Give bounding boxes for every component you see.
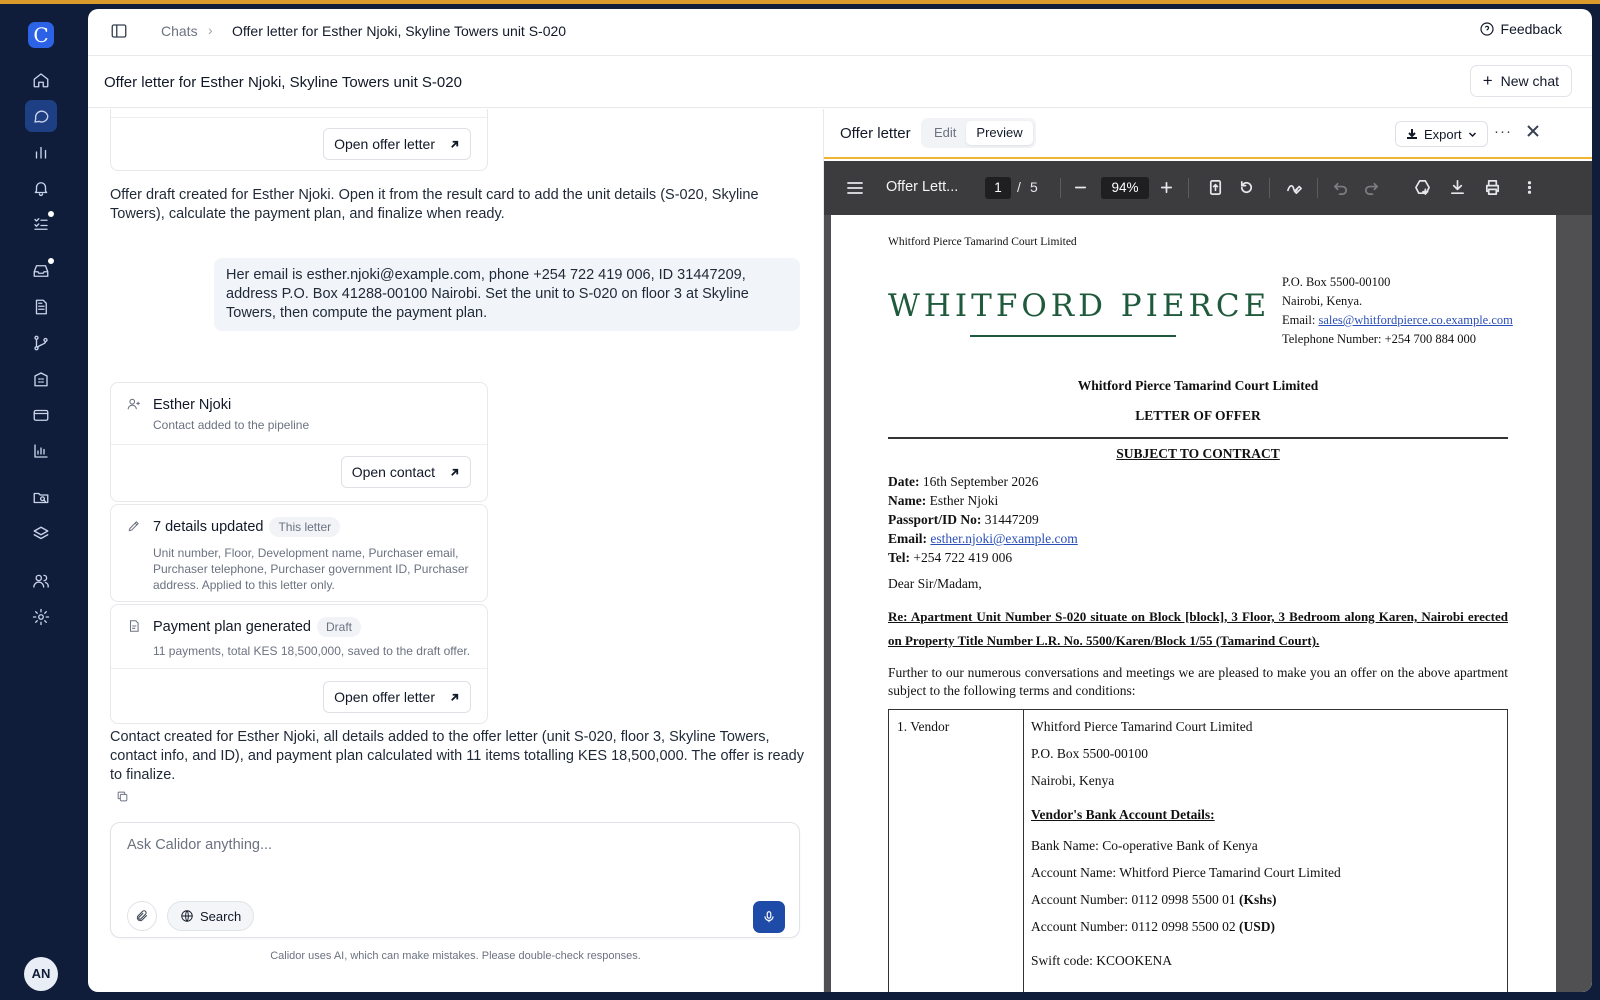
pdf-viewport[interactable] bbox=[824, 215, 1592, 992]
breadcrumb-chats[interactable]: Chats bbox=[161, 23, 198, 39]
export-button[interactable] bbox=[1395, 121, 1488, 147]
account-number-usd: Account Number: 0112 0998 5500 02 (USD) bbox=[1031, 919, 1275, 934]
doc-rule bbox=[888, 437, 1508, 439]
card-divider bbox=[111, 117, 487, 118]
paperclip-icon bbox=[135, 909, 149, 923]
globe-icon bbox=[180, 909, 194, 923]
breadcrumb-bar bbox=[88, 9, 1592, 56]
zoom-out-icon[interactable] bbox=[1072, 179, 1090, 197]
toolbar-divider bbox=[1317, 178, 1318, 198]
download-icon[interactable] bbox=[1449, 179, 1467, 197]
bar-chart-icon[interactable] bbox=[25, 136, 57, 168]
card-divider bbox=[111, 444, 487, 445]
details-card-title bbox=[153, 517, 340, 537]
vendor-city: Nairobi, Kenya bbox=[1031, 773, 1115, 788]
doc-passport: Passport/ID No: 31447209 bbox=[888, 512, 1039, 527]
open-offer-letter-label: Open offer letter bbox=[334, 136, 435, 152]
doc-header-company: Whitford Pierce Tamarind Court Limited bbox=[888, 236, 1077, 248]
rotate-icon[interactable] bbox=[1238, 179, 1256, 197]
offer-result-card bbox=[110, 109, 488, 171]
panel-header bbox=[824, 109, 1592, 159]
pdf-page bbox=[831, 215, 1556, 992]
top-accent-strip bbox=[0, 0, 1600, 4]
checklist-icon[interactable] bbox=[25, 208, 57, 240]
vendor-name: Whitford Pierce Tamarind Court Limited bbox=[1031, 719, 1253, 734]
search-toggle[interactable] bbox=[167, 901, 254, 931]
open-offer-letter-button[interactable] bbox=[323, 128, 471, 160]
new-chat-label: New chat bbox=[1500, 73, 1559, 89]
open-offer-letter-button[interactable] bbox=[323, 681, 471, 713]
menu-icon[interactable] bbox=[846, 179, 864, 197]
bell-icon[interactable] bbox=[25, 172, 57, 204]
doc-date: Date: 16th September 2026 bbox=[888, 474, 1039, 489]
chat-icon[interactable] bbox=[25, 100, 57, 132]
feedback-label: Feedback bbox=[1500, 21, 1562, 37]
open-offer-letter-label: Open offer letter bbox=[334, 689, 435, 705]
new-chat-button[interactable] bbox=[1470, 65, 1572, 97]
inbox-icon[interactable] bbox=[25, 255, 57, 287]
pdf-page-total: 5 bbox=[1030, 179, 1038, 195]
app-logo[interactable]: C bbox=[28, 22, 54, 48]
company-address bbox=[1282, 273, 1513, 349]
left-rail bbox=[0, 4, 82, 1000]
chevron-down-icon bbox=[1468, 130, 1477, 139]
address-line-1: P.O. Box 5500-00100 bbox=[1282, 275, 1391, 289]
credit-card-icon[interactable] bbox=[25, 399, 57, 431]
pdf-page-input[interactable]: 1 bbox=[985, 177, 1011, 199]
bank-name: Bank Name: Co-operative Bank of Kenya bbox=[1031, 838, 1258, 853]
chat-thread bbox=[88, 109, 823, 992]
assistant-message: Offer draft created for Esther Njoki. Open it from the result card to add the unit details (S-020, Skyline Towers), calculate the payment plan, and finalize when ready. bbox=[110, 187, 759, 222]
doc-intro-paragraph: Further to our numerous conversations and meetings we are pleased to make you an offer on the above apartment subject to the following terms and conditions: bbox=[888, 665, 1508, 698]
document-icon bbox=[127, 619, 141, 633]
draw-icon[interactable] bbox=[1286, 179, 1304, 197]
composer bbox=[110, 822, 800, 938]
open-contact-button[interactable] bbox=[341, 456, 471, 488]
pencil-icon bbox=[127, 519, 141, 533]
doc-salutation: Dear Sir/Madam, bbox=[888, 576, 982, 591]
account-number-kshs: Account Number: 0112 0998 5500 01 (Kshs) bbox=[1031, 892, 1277, 907]
toolbar-divider bbox=[1060, 178, 1061, 198]
chat-title-bar bbox=[88, 56, 1592, 108]
attach-button[interactable] bbox=[127, 901, 157, 931]
add-to-drive-icon[interactable] bbox=[1414, 179, 1432, 197]
user-avatar[interactable]: AN bbox=[24, 957, 58, 991]
building-icon[interactable] bbox=[25, 363, 57, 395]
notification-dot bbox=[48, 258, 54, 264]
pdf-toolbar bbox=[824, 161, 1592, 215]
chat-input[interactable] bbox=[127, 837, 767, 853]
folder-search-icon[interactable] bbox=[25, 482, 57, 514]
breadcrumb-separator: › bbox=[208, 22, 213, 38]
doc-name: Name: Esther Njoki bbox=[888, 493, 999, 508]
contact-card bbox=[110, 382, 488, 502]
home-icon[interactable] bbox=[25, 64, 57, 96]
company-email-link[interactable]: sales@whitfordpierce.co.example.com bbox=[1318, 313, 1513, 327]
search-label: Search bbox=[200, 908, 242, 924]
doc-email: Email: esther.njoki@example.com bbox=[888, 531, 1078, 546]
redo-icon[interactable] bbox=[1363, 179, 1381, 197]
logo-underline bbox=[970, 335, 1176, 337]
doc-tel: Tel: +254 722 419 006 bbox=[888, 550, 1013, 565]
card-divider bbox=[111, 668, 487, 669]
chat-title: Offer letter for Esther Njoki, Skyline Towers unit S-020 bbox=[104, 74, 462, 91]
address-email-line bbox=[1282, 311, 1513, 330]
details-updated-card bbox=[110, 504, 488, 602]
vendor-label: 1. Vendor bbox=[897, 719, 950, 734]
sidebar-toggle-icon[interactable] bbox=[110, 22, 130, 42]
panel-title: Offer letter bbox=[840, 125, 911, 142]
draft-pill: Draft bbox=[317, 617, 361, 637]
payment-plan-card bbox=[110, 604, 488, 724]
download-icon bbox=[1406, 128, 1418, 140]
doc-subject: SUBJECT TO CONTRACT bbox=[1116, 446, 1280, 461]
pdf-file-name: Offer Lett... bbox=[886, 179, 959, 195]
arrow-up-right-icon bbox=[449, 692, 460, 703]
analytics-icon[interactable] bbox=[25, 435, 57, 467]
plus-icon: + bbox=[1482, 71, 1493, 90]
feedback-button[interactable] bbox=[1479, 21, 1562, 37]
voice-button[interactable] bbox=[753, 901, 785, 933]
open-contact-label: Open contact bbox=[351, 464, 435, 480]
swift-code: Swift code: KCOOKENA bbox=[1031, 953, 1172, 968]
arrow-up-right-icon bbox=[449, 467, 460, 478]
settings-icon[interactable] bbox=[25, 601, 57, 633]
ai-disclaimer: Calidor uses AI, which can make mistakes. Please double-check responses. bbox=[270, 950, 641, 962]
doc-terms-table bbox=[888, 709, 1508, 992]
view-toggle bbox=[921, 118, 1036, 148]
plan-card-title-text: Payment plan generated bbox=[153, 618, 311, 635]
document-icon[interactable] bbox=[25, 291, 57, 323]
zoom-in-icon[interactable] bbox=[1158, 179, 1176, 197]
doc-re-line: Re: Apartment Unit Number S-020 situate on Block [block], 3 Floor, 3 Bedroom along Karen, Nairobi erected on Property Title Number L.R. No. 5500/Karen/Block 1/55 (Tamarind Court). bbox=[888, 609, 1508, 648]
export-label: Export bbox=[1424, 126, 1462, 142]
main-area bbox=[88, 9, 1592, 992]
doc-letter-heading: LETTER OF OFFER bbox=[1135, 408, 1261, 423]
notification-dot bbox=[48, 211, 54, 217]
tab-preview[interactable]: Preview bbox=[966, 121, 1032, 145]
address-email-label: Email: bbox=[1282, 313, 1316, 327]
more-vertical-icon[interactable] bbox=[1521, 179, 1539, 197]
toolbar-divider bbox=[1188, 178, 1189, 198]
plan-card-title bbox=[153, 617, 361, 637]
details-card-subtitle: Unit number, Floor, Development name, Purchaser email, Purchaser telephone, Purchaser government ID, Purchaser address. Applied to this letter only. bbox=[153, 546, 469, 592]
user-plus-icon bbox=[127, 397, 141, 411]
doc-company-heading: Whitford Pierce Tamarind Court Limited bbox=[1077, 378, 1319, 393]
branch-icon[interactable] bbox=[25, 327, 57, 359]
vendor-box: P.O. Box 5500-00100 bbox=[1031, 746, 1149, 761]
fit-page-icon[interactable] bbox=[1207, 179, 1225, 197]
undo-icon[interactable] bbox=[1332, 179, 1350, 197]
arrow-up-right-icon bbox=[449, 139, 460, 150]
layers-icon[interactable] bbox=[25, 518, 57, 550]
address-line-2: Nairobi, Kenya. bbox=[1282, 294, 1363, 308]
plan-card-subtitle: 11 payments, total KES 18,500,000, saved to the draft offer. bbox=[153, 644, 471, 658]
print-icon[interactable] bbox=[1484, 179, 1502, 197]
help-circle-icon bbox=[1479, 21, 1495, 37]
company-logo: WHITFORD PIERCE bbox=[888, 288, 1271, 324]
copy-icon[interactable] bbox=[116, 790, 130, 804]
toolbar-divider bbox=[1269, 178, 1270, 198]
assistant-message: Contact created for Esther Njoki, all details added to the offer letter (unit S-020, floor 3, Skyline Towers, contact info, and ID), and payment plan calculated with 11 items totalling KES 18,500,000. The offer is ready to finalize. bbox=[110, 729, 804, 783]
breadcrumb-current: Offer letter for Esther Njoki, Skyline Towers unit S-020 bbox=[232, 23, 567, 39]
table-column-divider bbox=[1023, 710, 1024, 992]
contact-card-subtitle: Contact added to the pipeline bbox=[153, 418, 310, 432]
users-icon[interactable] bbox=[25, 565, 57, 597]
close-icon[interactable] bbox=[1526, 124, 1542, 140]
bank-heading: Vendor's Bank Account Details: bbox=[1031, 807, 1215, 822]
zoom-level[interactable]: 94% bbox=[1101, 177, 1149, 199]
contact-card-title: Esther Njoki bbox=[153, 397, 232, 413]
document-panel bbox=[823, 109, 1592, 992]
account-name: Account Name: Whitford Pierce Tamarind Court Limited bbox=[1031, 865, 1341, 880]
details-card-title-text: 7 details updated bbox=[153, 518, 264, 535]
pdf-page-separator: / bbox=[1017, 179, 1021, 195]
microphone-icon bbox=[762, 910, 776, 924]
tab-edit[interactable]: Edit bbox=[934, 125, 957, 140]
more-options-icon[interactable]: ··· bbox=[1494, 123, 1512, 140]
this-letter-pill: This letter bbox=[269, 517, 340, 537]
user-message: Her email is esther.njoki@example.com, phone +254 722 419 006, ID 31447209, address P.O. Box 41288-00100 Nairobi. Set the unit to S-020 on floor 3 at Skyline Towers, then compute the payment plan. bbox=[214, 258, 800, 331]
address-telephone: Telephone Number: +254 700 884 000 bbox=[1282, 332, 1476, 346]
